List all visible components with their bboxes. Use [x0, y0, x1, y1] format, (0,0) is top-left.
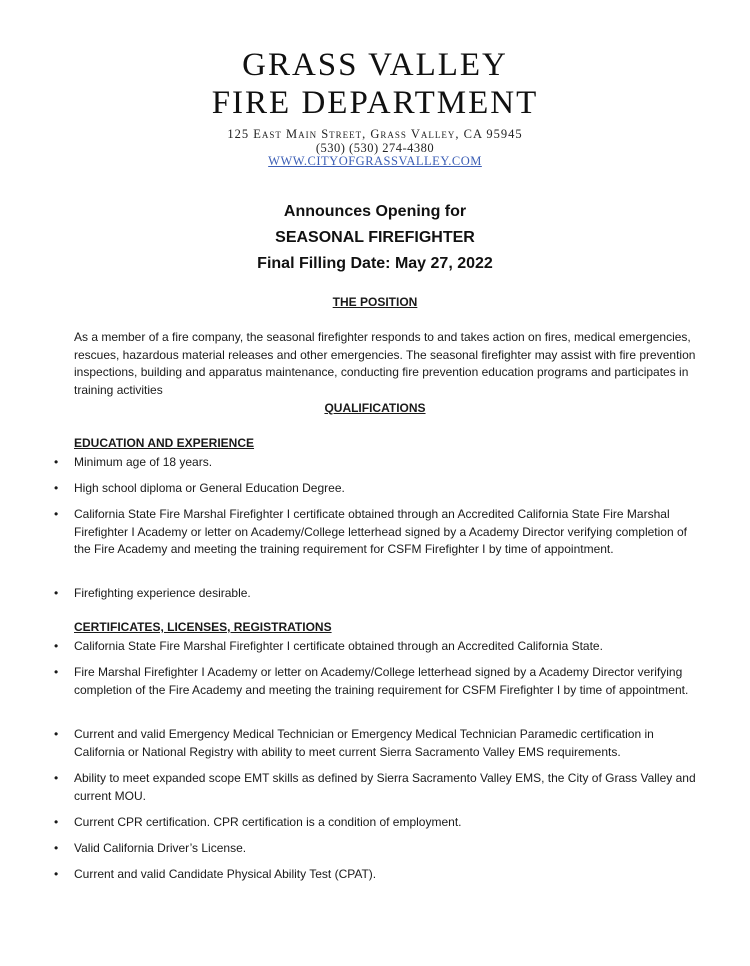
list-item [54, 638, 702, 656]
list-item-text: Firefighting experience desirable. [74, 586, 251, 600]
qualifications-heading: QUALIFICATIONS [324, 401, 426, 415]
bullet: • [54, 665, 59, 679]
list-item-text: California State Fire Marshal Firefighter I certificate obtained through an Accredited California State Fire Marshal Firefighter I Academy or letter on Academy/College letterhead signed by a Academy Director verifying completion of the Fire Academy and meeting the training requirement for CSFM Firefighter I by time of appointment. [74, 507, 687, 556]
bullet: • [54, 867, 59, 881]
list-item [54, 585, 702, 603]
list-item [54, 840, 702, 858]
bullet: • [54, 507, 59, 521]
list-item [54, 866, 702, 884]
position-heading: THE POSITION [332, 295, 418, 309]
bullet: • [54, 841, 59, 855]
department-name-line2: FIRE DEPARTMENT [211, 85, 539, 121]
list-item [54, 814, 702, 832]
street-address: 125 East Main Street, Grass Valley, CA 95945 [227, 127, 523, 141]
list-item [54, 480, 702, 498]
certificates-heading: CERTIFICATES, LICENSES, REGISTRATIONS [74, 620, 332, 634]
list-item [54, 454, 702, 472]
list-item [54, 726, 702, 761]
job-title: SEASONAL FIREFIGHTER [275, 229, 475, 246]
list-item-text: Fire Marshal Firefighter I Academy or letter on Academy/College letterhead signed by a Academy Director verifying completion of the Fire Academy and meeting the training requirement for CSFM Firefighter I by time of appointment. [74, 665, 689, 697]
list-item-text: California State Fire Marshal Firefighter I certificate obtained through an Accredited California State. [74, 639, 603, 653]
phone-number: (530) (530) 274-4380 [315, 141, 435, 155]
bullet: • [54, 455, 59, 469]
list-item-text: High school diploma or General Education Degree. [74, 481, 345, 495]
list-item-text: Minimum age of 18 years. [74, 455, 213, 469]
list-item-text: Current and valid Emergency Medical Technician or Emergency Medical Technician Paramedic certification in California or National Registry with ability to meet current Sierra Sacramento Valley EMS requirements. [74, 727, 654, 759]
bullet: • [54, 639, 59, 653]
filing-date: Final Filling Date: May 27, 2022 [257, 255, 493, 272]
list-item [54, 664, 702, 699]
position-description: As a member of a fire company, the seasonal firefighter responds to and takes action on fires, medical emergencies, rescues, hazardous material releases and other emergencies. The seasonal firefighter may assist with fire prevention inspections, building and apparatus maintenance, conducting fire prevention education programs and participates in training activities [74, 330, 696, 397]
list-item-text: Valid California Driver’s License. [74, 841, 247, 855]
list-item [54, 506, 702, 559]
list-item-text: Current CPR certification. CPR certification is a condition of employment. [74, 815, 462, 829]
list-item [54, 770, 702, 805]
bullet: • [54, 586, 59, 600]
bullet: • [54, 481, 59, 495]
department-name-line1: GRASS VALLEY [242, 47, 508, 83]
announcement-line1: Announces Opening for [283, 203, 467, 220]
education-heading: EDUCATION AND EXPERIENCE [74, 436, 255, 450]
bullet: • [54, 771, 59, 785]
list-item-text: Ability to meet expanded scope EMT skills as defined by Sierra Sacramento Valley EMS, the City of Grass Valley and current MOU. [74, 771, 696, 803]
list-item-text: Current and valid Candidate Physical Ability Test (CPAT). [74, 867, 377, 881]
bullet: • [54, 815, 59, 829]
website-link[interactable]: WWW.CITYOFGRASSVALLEY.COM [268, 154, 482, 168]
bullet: • [54, 727, 59, 741]
